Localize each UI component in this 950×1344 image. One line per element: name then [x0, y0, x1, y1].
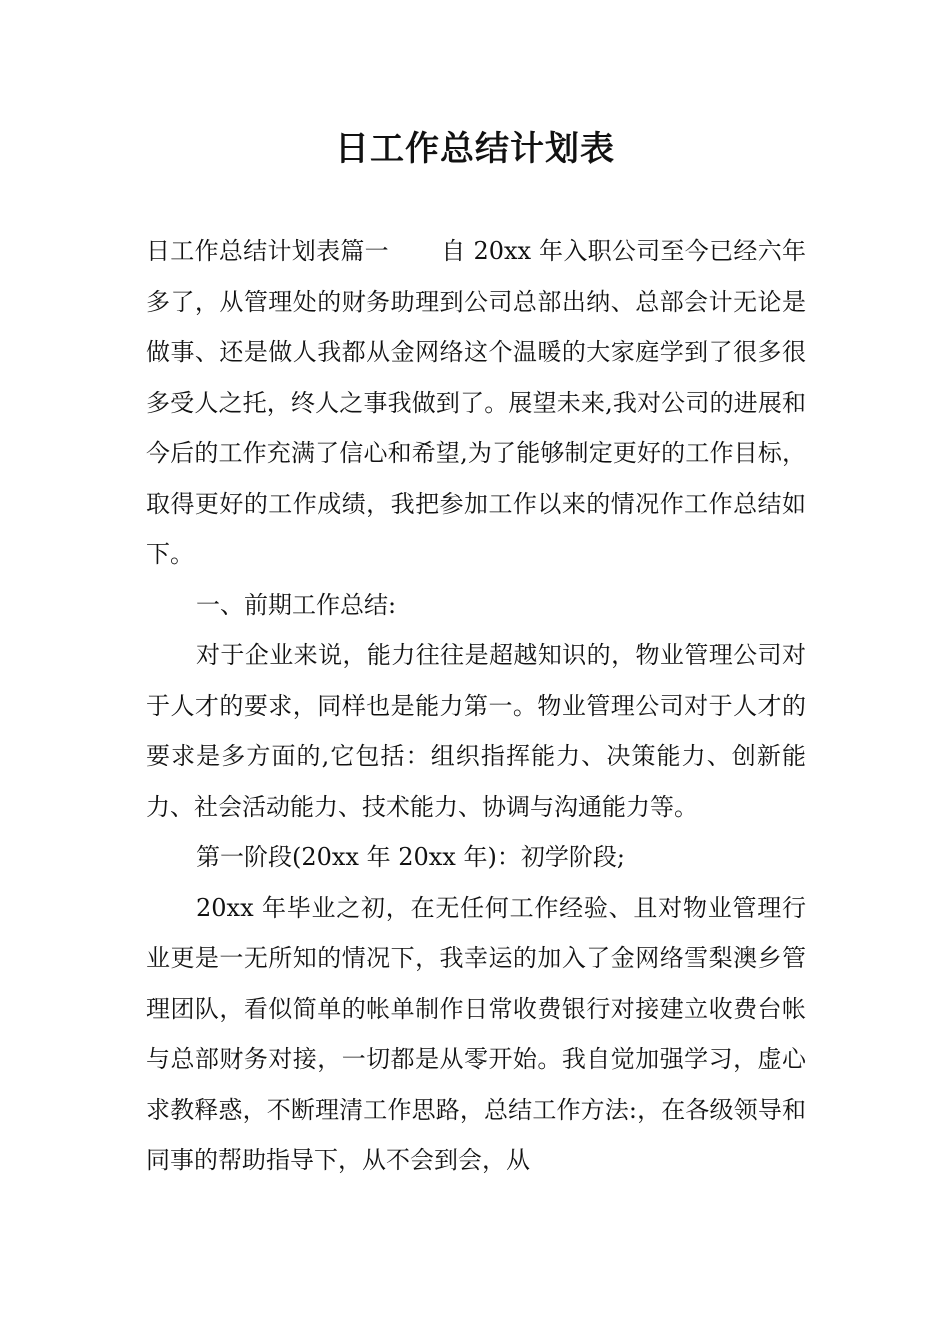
document-body	[146, 226, 806, 1186]
document-title: 日工作总结计划表	[335, 129, 615, 169]
intro-text: 自 20xx 年入职公司至今已经六年多了，从管理处的财务助理到公司总部出纳、总部会计无论是做事、还是做人我都从金网络这个温暖的大家庭学到了很多很多受人之托，终人之事我做到了。展望未来,我对公司的进展和今后的工作充满了信心和希望,为了能够制定更好的工作目标，取得更好的工作成绩，我把参加工作以来的情况作工作总结如下。	[146, 237, 806, 568]
intro-label: 日工作总结计划表篇一	[146, 237, 389, 265]
body-paragraph: 20xx 年毕业之初，在无任何工作经验、且对物业管理行业更是一无所知的情况下，我幸运的加入了金网络雪梨澳乡管理团队，看似简单的帐单制作日常收费银行对接建立收费台帐与总部财务对接，一切都是从零开始。我自觉加强学习，虚心求教释惑，不断理清工作思路，总结工作方法:，在各级领导和同事的帮助指导下，从不会到会，从	[146, 893, 806, 1174]
stage-heading: 第一阶段(20xx 年 20xx 年)：初学阶段;	[196, 843, 625, 871]
body-paragraph: 对于企业来说，能力往往是超越知识的，物业管理公司对于人才的要求，同样也是能力第一。物业管理公司对于人才的要求是多方面的,它包括：组织指挥能力、决策能力、创新能力、社会活动能力、技术能力、协调与沟通能力等。	[146, 641, 806, 821]
section-heading: 一、前期工作总结:	[196, 590, 397, 619]
intro-paragraph	[146, 226, 806, 580]
